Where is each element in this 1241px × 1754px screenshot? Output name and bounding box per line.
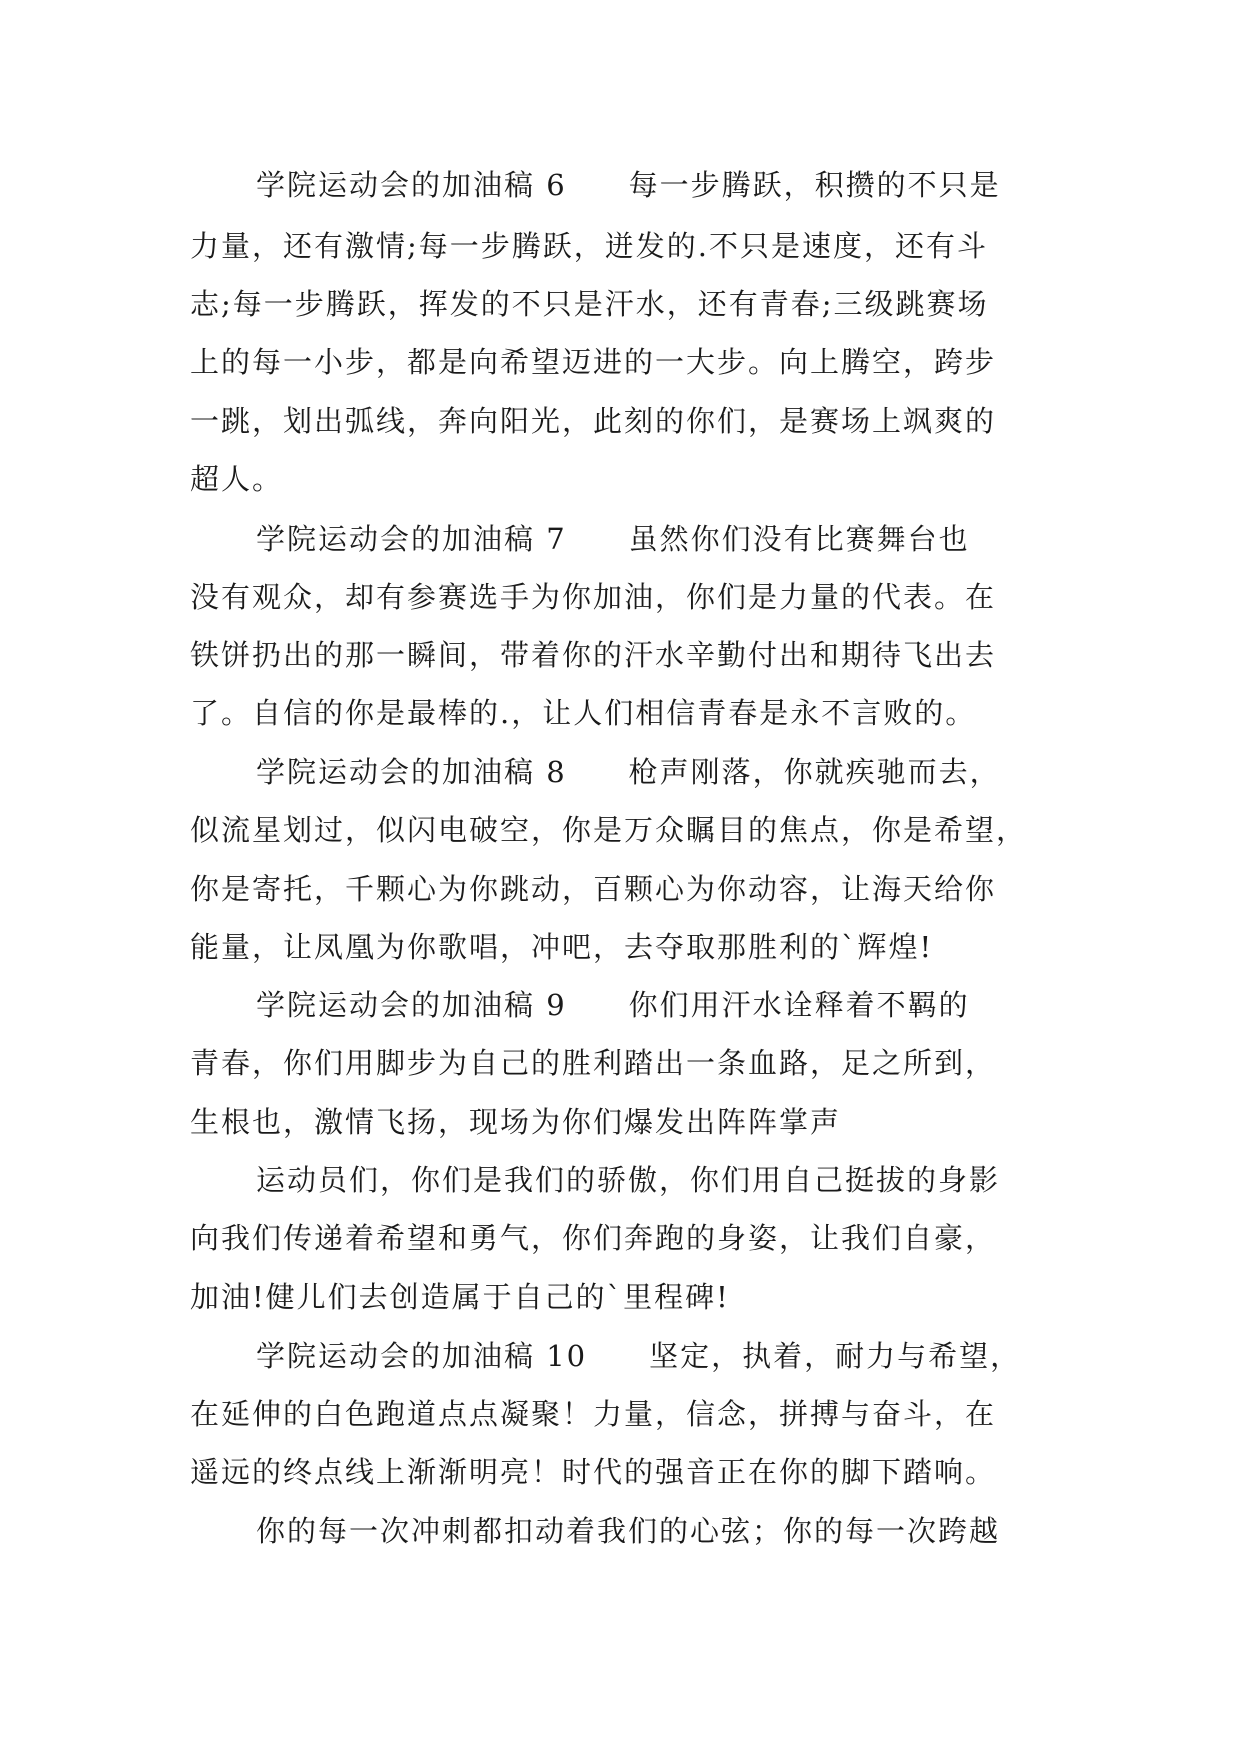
text-line: 加油!健儿们去创造属于自己的`里程碑!	[190, 1280, 730, 1314]
text-line: 你是寄托，千颗心为你跳动，百颗心为你动容，让海天给你	[190, 872, 997, 906]
text-line: 你的每一次冲刺都扣动着我们的心弦；你的每一次跨越	[256, 1514, 1001, 1548]
text-line: 没有观众，却有参赛选手为你加油，你们是力量的代表。在	[190, 580, 997, 614]
text-line: 学院运动会的加油稿 6 每一步腾跃，积攒的不只是	[256, 168, 1001, 202]
text-line: 力量，还有激情;每一步腾跃，迸发的.不只是速度，还有斗	[190, 229, 988, 263]
text-line: 志;每一步腾跃，挥发的不只是汗水，还有青春;三级跳赛场	[190, 287, 989, 321]
text-line: 学院运动会的加油稿 8 枪声刚落，你就疾驰而去，	[256, 755, 1001, 789]
text-line: 运动员们，你们是我们的骄傲，你们用自己挺拔的身影	[256, 1163, 1001, 1197]
text-line: 学院运动会的加油稿 9 你们用汗水诠释着不羁的	[256, 988, 970, 1022]
text-line: 了。自信的你是最棒的.，让人们相信青春是永不言败的。	[190, 696, 977, 730]
text-line: 似流星划过，似闪电破空，你是万众瞩目的焦点，你是希望，	[190, 813, 1028, 847]
text-line: 在延伸的白色跑道点点凝聚！力量，信念，拼搏与奋斗，在	[190, 1397, 997, 1431]
text-line: 青春，你们用脚步为自己的胜利踏出一条血路，足之所到，	[190, 1046, 997, 1080]
text-line: 学院运动会的加油稿 10 坚定，执着，耐力与希望，	[256, 1339, 1022, 1373]
text-line: 遥远的终点线上渐渐明亮！时代的强音正在你的脚下踏响。	[190, 1455, 997, 1489]
text-line: 上的每一小步，都是向希望迈进的一大步。向上腾空，跨步	[190, 345, 997, 379]
text-line: 一跳，划出弧线，奔向阳光，此刻的你们，是赛场上飒爽的	[190, 404, 997, 438]
text-line: 能量，让凤凰为你歌唱，冲吧，去夺取那胜利的`辉煌!	[190, 930, 934, 964]
text-line: 铁饼扔出的那一瞬间，带着你的汗水辛勤付出和期待飞出去	[190, 638, 997, 672]
text-line: 向我们传递着希望和勇气，你们奔跑的身姿，让我们自豪，	[190, 1221, 997, 1255]
text-line: 超人。	[190, 462, 284, 496]
text-line: 学院运动会的加油稿 7 虽然你们没有比赛舞台也	[256, 522, 970, 556]
text-line: 生根也，激情飞扬，现场为你们爆发出阵阵掌声	[190, 1105, 842, 1139]
